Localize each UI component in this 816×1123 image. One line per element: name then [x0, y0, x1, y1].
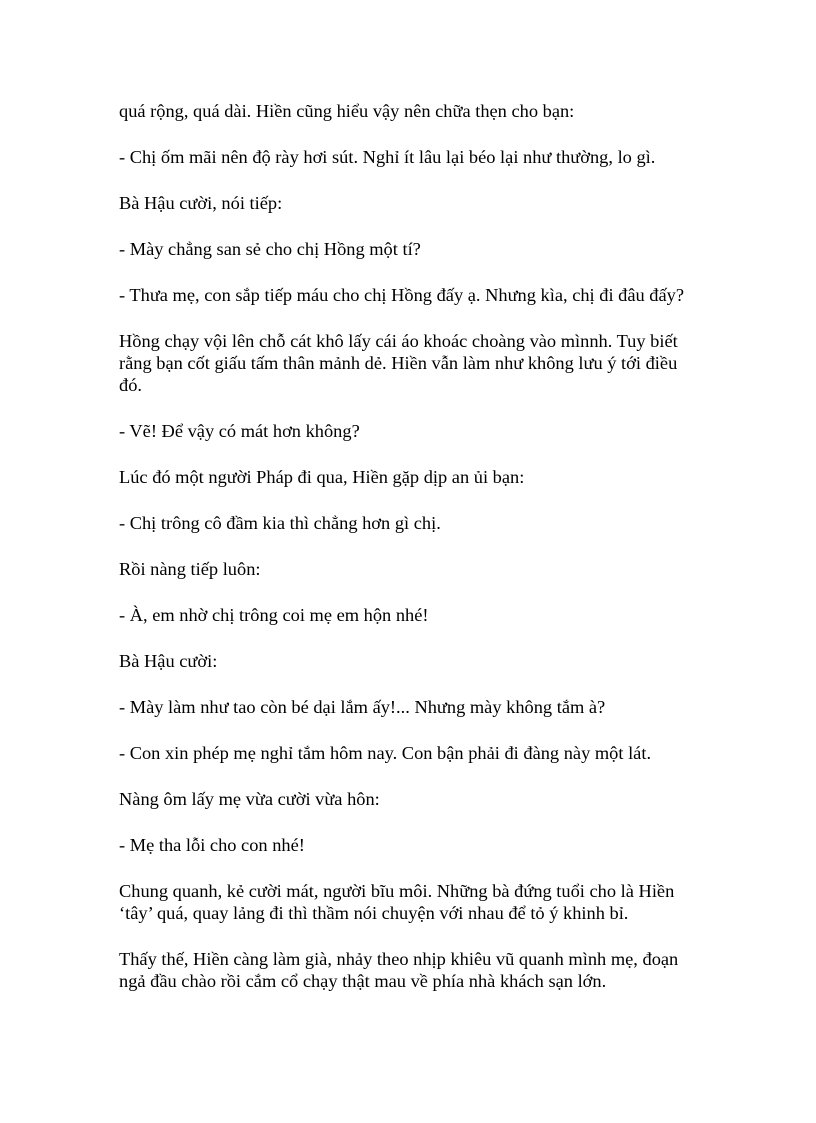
paragraph: Thấy thế, Hiền càng làm già, nhảy theo nhịp khiêu vũ quanh mình mẹ, đoạn ngả đầu chào rồi cắm cổ chạy thật mau về phía nhà khách sạn lớn. [119, 949, 679, 991]
dialogue-line: - À, em nhờ chị trông coi mẹ em hộn nhé! [119, 605, 429, 625]
dialogue-line: - Mẹ tha lỗi cho con nhé! [119, 835, 305, 855]
paragraph: Bà Hậu cười: [119, 651, 218, 671]
paragraph: Rồi nàng tiếp luôn: [119, 559, 261, 579]
dialogue-line: - Chị trông cô đầm kia thì chẳng hơn gì chị. [119, 513, 441, 533]
paragraph: Lúc đó một người Pháp đi qua, Hiền gặp dịp an ủi bạn: [119, 467, 525, 487]
dialogue-line: - Thưa mẹ, con sắp tiếp máu cho chị Hồng đấy ạ. Nhưng kìa, chị đi đâu đấy? [119, 285, 685, 305]
paragraph: quá rộng, quá dài. Hiền cũng hiểu vậy nên chữa thẹn cho bạn: [119, 101, 575, 121]
dialogue-line: - Mày chẳng san sẻ cho chị Hồng một tí? [119, 239, 421, 259]
dialogue-line: - Mày làm như tao còn bé dại lắm ấy!... Nhưng mày không tắm à? [119, 697, 606, 717]
paragraph: Bà Hậu cười, nói tiếp: [119, 193, 283, 213]
dialogue-line: - Con xin phép mẹ nghỉ tắm hôm nay. Con bận phải đi đàng này một lát. [119, 743, 652, 763]
paragraph: Chung quanh, kẻ cười mát, người bĩu môi. Những bà đứng tuổi cho là Hiền ‘tây’ quá, quay lảng đi thì thầm nói chuyện với nhau để tỏ ý khinh bỉ. [119, 881, 675, 923]
dialogue-line: - Vẽ! Để vậy có mát hơn không? [119, 421, 360, 441]
paragraph: Nàng ôm lấy mẹ vừa cười vừa hôn: [119, 789, 380, 809]
document-page [119, 100, 699, 1016]
paragraph: Hồng chạy vội lên chỗ cát khô lấy cái áo khoác choàng vào mìnnh. Tuy biết rằng bạn cốt giấu tấm thân mảnh dẻ. Hiền vẫn làm như không lưu ý tới điều đó. [119, 331, 678, 395]
dialogue-line: - Chị ốm mãi nên độ rày hơi sút. Nghỉ ít lâu lại béo lại như thường, lo gì. [119, 147, 656, 167]
